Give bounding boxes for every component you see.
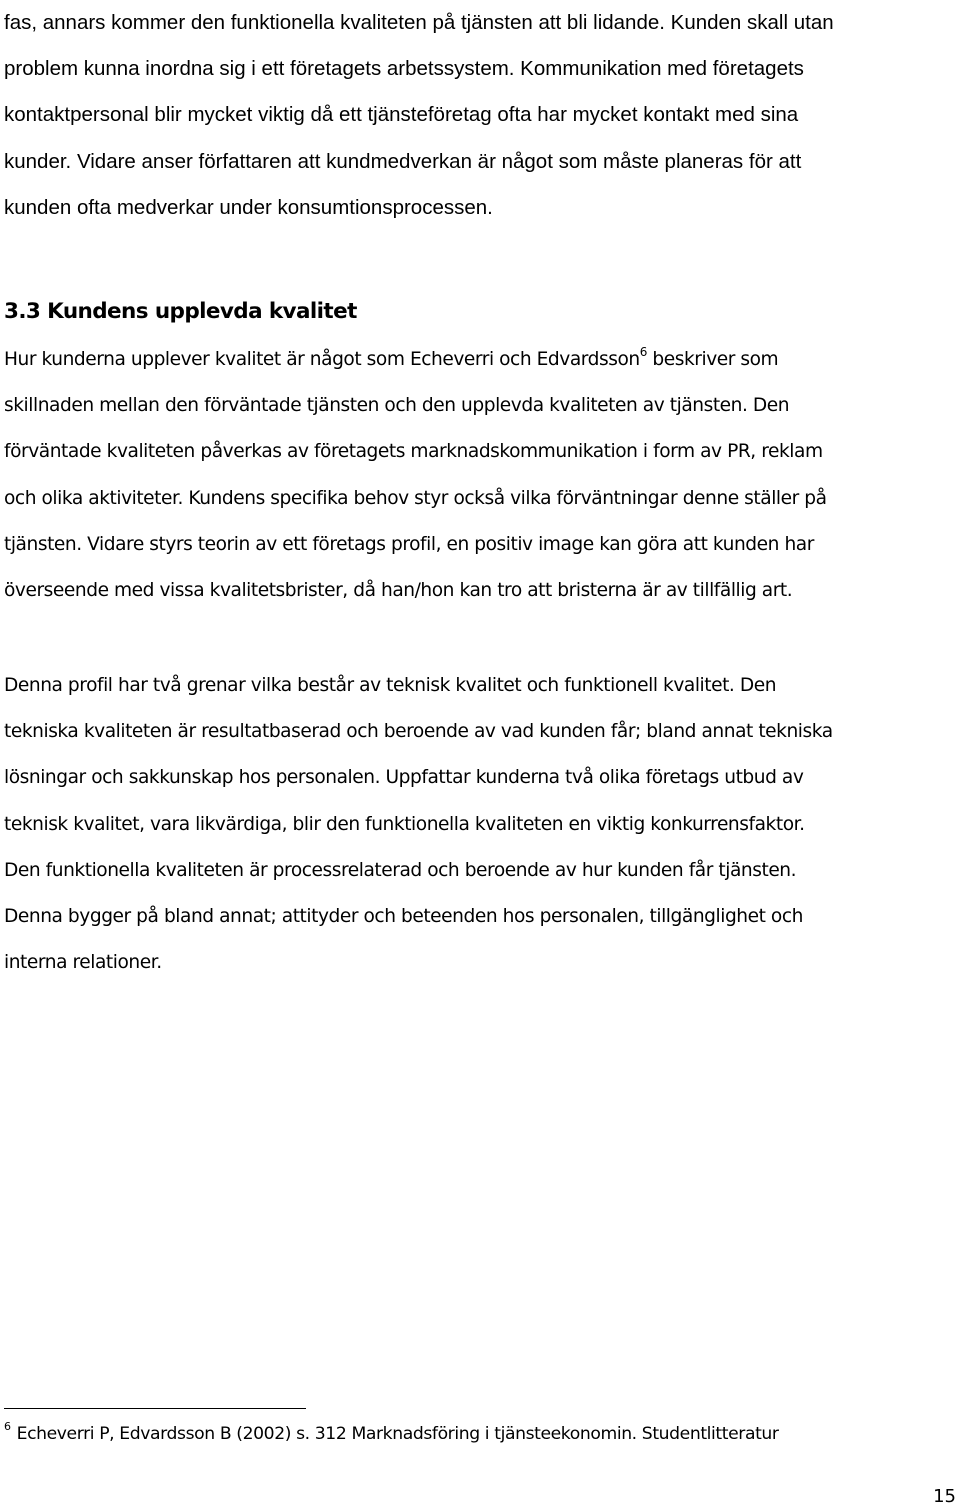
text-line: kontaktpersonal blir mycket viktig då ett tjänsteföretag ofta har mycket kontakt med sina — [4, 103, 799, 127]
text-line: Den funktionella kvaliteten är processrelaterad och beroende av hur kunden får tjänsten. — [4, 859, 797, 881]
footnote-divider — [4, 1408, 306, 1409]
text-line: fas, annars kommer den funktionella kvaliteten på tjänsten att bli lidande. Kunden skall utan — [4, 11, 834, 34]
text-line: Denna bygger på bland annat; attityder och beteenden hos personalen, tillgänglighet och — [4, 906, 803, 928]
text-line: förväntade kvaliteten påverkas av företagets marknadskommunikation i form av PR, reklam — [4, 441, 823, 463]
profile-paragraph — [4, 663, 958, 986]
text-line: tekniska kvaliteten är resultatbaserad och beroende av vad kunden får; bland annat tekniska — [4, 721, 833, 743]
text-line: teknisk kvalitet, vara likvärdiga, blir den funktionella kvaliteten en viktig konkurrensfaktor. — [4, 813, 805, 835]
text-line: kunder. Vidare anser författaren att kundmedverkan är något som måste planeras för att — [4, 149, 802, 173]
text-line: lösningar och sakkunskap hos personalen. Uppfattar kunderna två olika företags utbud av — [4, 767, 804, 789]
text-segment: Hur kunderna upplever kvalitet är något som Echeverri och Edvardsson — [4, 349, 640, 370]
text-segment: beskriver som — [646, 349, 779, 370]
text-line: skillnaden mellan den förväntade tjänsten och den upplevda kvaliteten av tjänsten. Den — [4, 395, 790, 417]
footnote — [4, 1418, 779, 1450]
footnote-number: 6 — [4, 1420, 11, 1433]
text-line: och olika aktiviteter. Kundens specifika behov styr också vilka förväntningar denne ställer på — [4, 487, 827, 509]
text-line: överseende med vissa kvalitetsbrister, då han/hon kan tro att bristerna är av tillfällig art. — [4, 580, 793, 602]
text-line — [4, 337, 958, 383]
text-line: tjänsten. Vidare styrs teorin av ett företags profil, en positiv image kan göra att kunden har — [4, 533, 814, 555]
section-heading: 3.3 Kundens upplevda kvalitet — [4, 299, 357, 324]
quality-paragraph — [4, 337, 958, 614]
intro-paragraph — [4, 0, 958, 231]
text-line: problem kunna inordna sig i ett företagets arbetssystem. Kommunikation med företagets — [4, 57, 804, 81]
footnote-text: Echeverri P, Edvardsson B (2002) s. 312 Marknadsföring i tjänsteekonomin. Studentlitteratur — [16, 1424, 779, 1444]
page-number: 15 — [933, 1486, 956, 1507]
footnote-reference: 6 — [639, 345, 647, 359]
text-line: interna relationer. — [4, 952, 162, 974]
text-line: Denna profil har två grenar vilka består av teknisk kvalitet och funktionell kvalitet. Den — [4, 675, 777, 696]
text-line: kunden ofta medverkar under konsumtionsprocessen. — [4, 195, 493, 219]
